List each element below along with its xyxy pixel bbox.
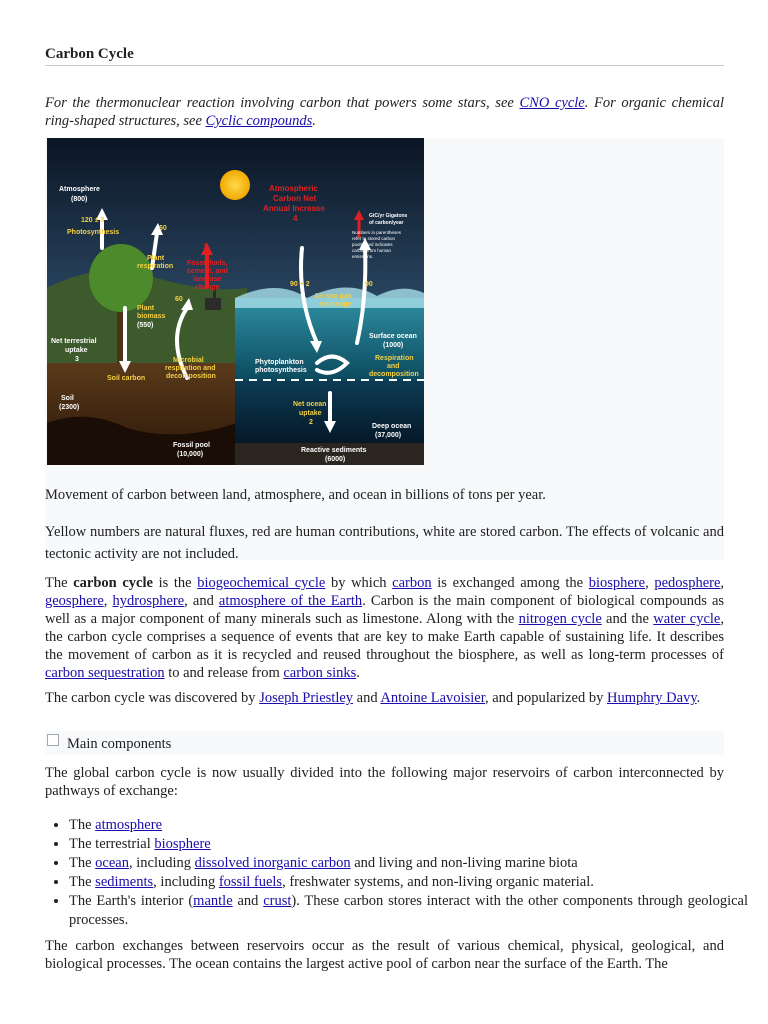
text: . Carbon is the main component of biological compounds as well as a major component of many minerals such as limestone. Along with the [45, 593, 725, 627]
label-reactive-sediments: Reactive sediments [301, 447, 367, 454]
legend-text: GtC/yr Gigatons [369, 213, 408, 219]
biosphere-link[interactable]: biosphere [588, 575, 646, 591]
carbon-cycle-diagram[interactable] [47, 138, 424, 465]
legend-text: Numbers in parentheses [352, 230, 402, 235]
label-microbial: decomposition [166, 373, 216, 380]
joseph-priestley-link[interactable]: Joseph Priestley [259, 690, 354, 706]
water-cycle-link[interactable]: water cycle [653, 611, 721, 627]
text: The terrestrial [69, 836, 155, 852]
list-item [69, 873, 748, 892]
label-microbial: Microbial [173, 357, 204, 364]
label-plant-resp: Plant [147, 255, 165, 262]
text: The [45, 575, 74, 591]
carbon-link[interactable]: carbon [392, 575, 432, 591]
atmosphere-of-earth-link[interactable]: atmosphere of the Earth [218, 593, 363, 609]
legend-text: of carbon/year [369, 220, 404, 226]
text: , [720, 575, 725, 591]
text: , [103, 593, 113, 609]
figure-caption-note: Yellow numbers are natural fluxes, red are human contributions, white are stored carbon. The effects of volcanic and tectonic activity are not included. [45, 524, 724, 562]
label-net-ocean: uptake [299, 410, 322, 417]
reservoir-list [45, 816, 748, 930]
figure-caption: Movement of carbon between land, atmosphere, and ocean in billions of tons per year. [45, 487, 546, 503]
label-atm-net: Annual Increase [263, 204, 325, 213]
label-fossil: Fossil fuels, [187, 260, 228, 267]
nitrogen-cycle-link[interactable]: nitrogen cycle [518, 611, 602, 627]
text: , including [128, 855, 195, 871]
section-title: Main components [67, 736, 172, 752]
label-net-terrestrial: uptake [65, 347, 88, 354]
label-fossil: land use [193, 276, 222, 283]
label-deep-ocean-val: (37,000) [375, 432, 402, 439]
list-item [69, 835, 748, 854]
label-airsea-val: 90 [365, 281, 373, 288]
legend-text: carbon from human [352, 248, 392, 253]
text: The [69, 874, 96, 890]
fossil-fuels-link[interactable]: fossil fuels [218, 874, 283, 890]
page-title: Carbon Cycle [45, 46, 134, 62]
atmosphere-link[interactable]: atmosphere [95, 817, 163, 833]
hydrosphere-link[interactable]: hydrosphere [112, 593, 185, 609]
cyclic-compounds-link[interactable]: Cyclic compounds [205, 113, 313, 129]
label-soil-carbon: Soil carbon [107, 375, 146, 382]
list-item [69, 854, 748, 873]
text: to and release from [164, 665, 284, 681]
label-surface-ocean-val: (1000) [383, 342, 404, 349]
label-net-terrestrial: Net terrestrial [51, 338, 97, 345]
text: , including [153, 874, 219, 890]
text: and living and non-living marine biota [350, 855, 578, 871]
label-fossil: change [195, 284, 220, 291]
title-divider [45, 65, 724, 66]
intro-paragraph [45, 574, 724, 682]
label-atm-net: Atmospheric [269, 184, 318, 193]
text: by which [325, 575, 393, 591]
label-plant-resp: respiration [137, 263, 174, 270]
label-plant-biomass-val: (550) [137, 322, 154, 329]
text: , and popularized by [484, 690, 607, 706]
hatnote-text: For the thermonuclear reaction involving carbon that powers some stars, see [45, 95, 520, 111]
antoine-lavoisier-link[interactable]: Antoine Lavoisier [380, 690, 485, 706]
label-phytoplankton: photosynthesis [255, 367, 307, 374]
label-respiration: decomposition [369, 371, 419, 378]
text: and [232, 893, 264, 909]
mantle-link[interactable]: mantle [193, 893, 233, 909]
legend-text: pools. Red indicates [352, 242, 393, 247]
label-fossil-val: 9 [204, 243, 208, 250]
text: and [353, 690, 381, 706]
label-plant-biomass: Plant [137, 305, 155, 312]
text: , and [184, 593, 219, 609]
label-atm-net-val: 4 [293, 214, 298, 223]
text: . [356, 665, 360, 681]
text: The carbon cycle was discovered by [45, 690, 260, 706]
label-deep-ocean: Deep ocean [372, 423, 412, 430]
list-item [69, 892, 748, 930]
text: , the carbon cycle comprises a sequence of events that are key to make Earth capable of sustaining life. It describes the movement of carbon as it is recycled and reused throughout the biosphere, as well as long-term processes of [45, 611, 724, 663]
label-plant-resp-val: 60 [159, 225, 167, 232]
text: ). These carbon stores interact with the other components through geological processes. [69, 893, 749, 928]
label-atmosphere-val: (800) [71, 196, 88, 203]
exchanges-paragraph: The carbon exchanges between reservoirs occur as the result of various chemical, physical, geological, and biological processes. The ocean contains the largest active pool of carbon near the surface of the Earth. The [45, 938, 724, 972]
biosphere-list-link[interactable]: biosphere [154, 836, 211, 852]
sediments-link[interactable]: sediments [95, 874, 154, 890]
biogeochemical-cycle-link[interactable]: biogeochemical cycle [197, 575, 326, 591]
carbon-sequestration-link[interactable]: carbon sequestration [45, 665, 165, 681]
label-soil: Soil [61, 395, 74, 402]
label-microbial-val: 60 [175, 296, 183, 303]
pedosphere-link[interactable]: pedosphere [654, 575, 721, 591]
label-reactive-sediments-val: (6000) [325, 456, 346, 463]
label-respiration: and [387, 363, 400, 370]
text: is exchanged among the [431, 575, 589, 591]
label-fossil: cement, and [187, 268, 228, 275]
text: and the [601, 611, 654, 627]
text: , [645, 575, 655, 591]
bold-term: carbon cycle [73, 575, 153, 591]
text: . [696, 690, 701, 706]
label-net-ocean: Net ocean [293, 401, 327, 408]
dissolved-inorganic-carbon-link[interactable]: dissolved inorganic carbon [194, 855, 351, 871]
section-header-main-components[interactable] [45, 731, 724, 755]
hatnote [45, 94, 724, 130]
label-net-ocean-val: 2 [309, 419, 313, 426]
sun-icon [220, 170, 250, 200]
list-item [69, 816, 748, 835]
text: The Earth's interior ( [69, 893, 194, 909]
label-respiration: Respiration [375, 355, 414, 362]
tree-icon [89, 244, 153, 312]
label-fossil-pool-val: (10,000) [177, 451, 204, 458]
label-microbial: respiration and [165, 365, 216, 372]
cno-cycle-link[interactable]: CNO cycle [519, 95, 585, 111]
label-surface-ocean: Surface ocean [369, 333, 417, 340]
legend-text: refer to stored carbon [352, 236, 396, 241]
carbon-sinks-link[interactable]: carbon sinks [283, 665, 357, 681]
label-airsea-val: 90 + 2 [290, 281, 310, 288]
diagram-svg [47, 138, 424, 465]
text: is the [152, 575, 198, 591]
label-atmosphere: Atmosphere [59, 186, 100, 193]
label-photosynthesis-val: 120 ± 3 [81, 217, 105, 224]
label-phytoplankton: Phytoplankton [255, 359, 304, 366]
text: The [69, 855, 96, 871]
reservoirs-paragraph: The global carbon cycle is now usually divided into the following major reservoirs of carbon interconnected by pathways of exchange: [45, 765, 724, 799]
label-photosynthesis: Photosynthesis [67, 229, 120, 236]
text: , freshwater systems, and non-living organic material. [282, 874, 594, 890]
crust-link[interactable]: crust [263, 893, 292, 909]
legend-text: emissions. [352, 254, 374, 259]
humphry-davy-link[interactable]: Humphry Davy [606, 690, 697, 706]
text: The [69, 817, 96, 833]
label-airsea: Air-sea gas [314, 293, 352, 300]
hatnote-text: . [312, 113, 316, 129]
hatnote-text: . For organic chemical ring-shaped structures, see [45, 95, 724, 129]
label-net-terrestrial-val: 3 [75, 356, 79, 363]
geosphere-link[interactable]: geosphere [45, 593, 104, 609]
label-fossil-pool: Fossil pool [173, 442, 210, 449]
collapse-checkbox-icon[interactable] [47, 734, 59, 746]
label-airsea: exchange [319, 301, 352, 308]
discovery-paragraph [45, 689, 724, 707]
figure-box [45, 138, 724, 560]
ocean-link[interactable]: ocean [95, 855, 129, 871]
label-soil-val: (2300) [59, 404, 80, 411]
label-atm-net: Carbon Net [273, 194, 317, 203]
label-plant-biomass: biomass [137, 313, 166, 320]
